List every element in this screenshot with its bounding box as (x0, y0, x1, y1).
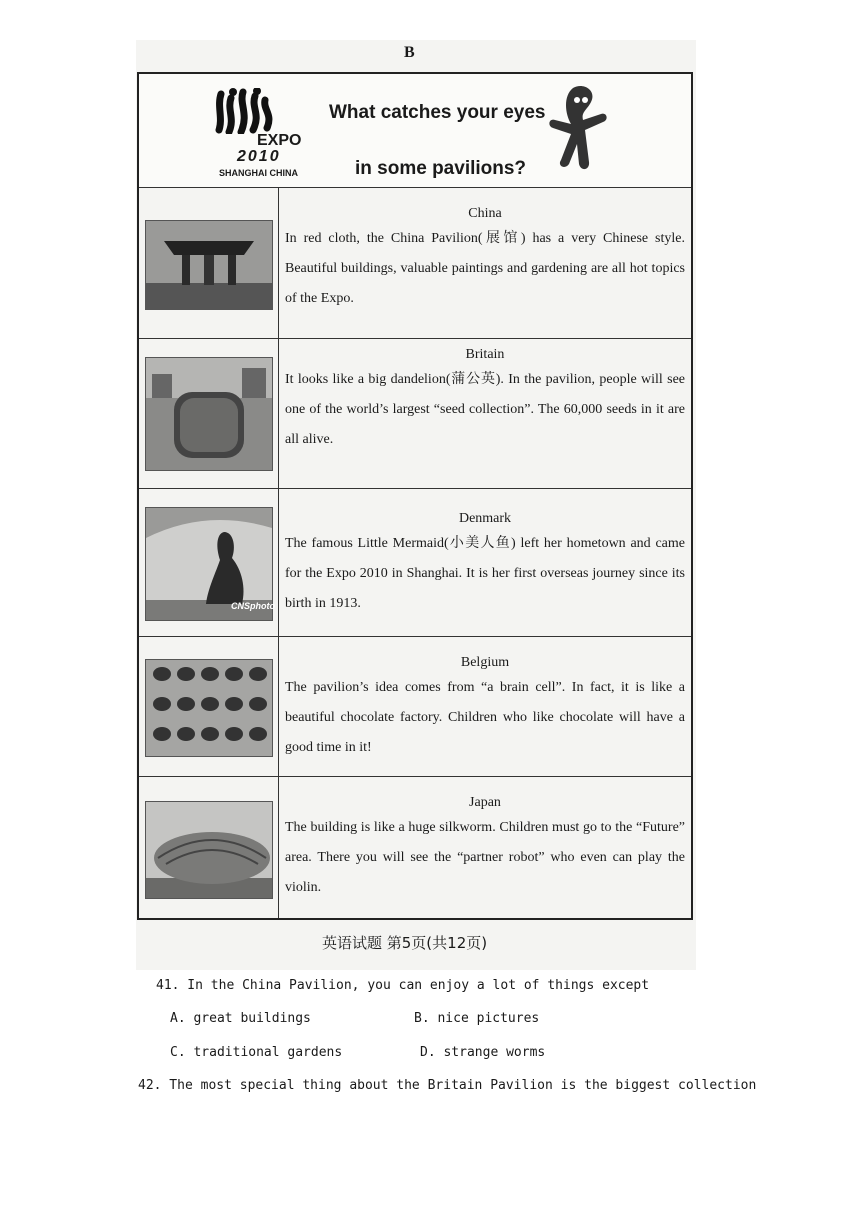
pavilion-description: The pavilion’s idea comes from “a brain cell”. In fact, it is like a beautiful chocolate factory. Children who like chocolate will have a good time in it! (285, 680, 685, 755)
belgium-text-cell (279, 637, 693, 777)
pavilion-row-denmark (138, 489, 692, 637)
china-text-cell (279, 188, 693, 339)
pavilion-row-japan (138, 777, 692, 919)
pavilion-description: The building is like a huge silkworm. Children must go to the “Future” area. There you will see the “partner robot” who even can play the violin. (285, 820, 685, 895)
britain-pavilion-photo (145, 357, 273, 471)
japan-text-cell (279, 777, 693, 919)
country-name: Japan (469, 795, 501, 810)
china-pavilion-photo (145, 220, 273, 310)
japan-silkworm-photo (145, 801, 273, 899)
britain-text-cell (279, 339, 693, 489)
page-footer: 英语试题 第5页(共12页) (322, 934, 488, 952)
logo-city-text: SHANGHAI CHINA (219, 168, 299, 178)
china-photo-cell (138, 188, 279, 339)
question-42-stem: 42. The most special thing about the Britain Pavilion is the biggest collection (138, 1078, 757, 1093)
japan-photo-cell (138, 777, 279, 919)
section-letter: B (404, 44, 415, 61)
pavilion-description: It looks like a big dandelion(蒲公英). In the pavilion, people will see one of the world’s largest “seed collection”. The 60,000 seeds in it are all alive. (285, 372, 685, 447)
question-41-option-b: B. nice pictures (414, 1011, 540, 1026)
pavilion-description: In red cloth, the China Pavilion(展馆) has a very Chinese style. Beautiful buildings, valuable paintings and gardening are all hot topics of the Expo. (285, 231, 685, 306)
britain-photo-cell (138, 339, 279, 489)
question-41-option-a: A. great buildings (170, 1011, 311, 1026)
pavilion-row-britain (138, 339, 692, 489)
logo-expo-text: EXPO (257, 132, 302, 149)
haibao-mascot-icon (543, 84, 613, 174)
pavilion-row-belgium (138, 637, 692, 777)
country-name: Britain (465, 347, 505, 362)
pavilion-row-china (138, 188, 692, 339)
expo-logo (213, 88, 333, 178)
question-41-stem: 41. In the China Pavilion, you can enjoy a lot of things except (156, 978, 650, 993)
photo-credit: CNSphoto (231, 601, 275, 611)
belgium-chocolate-photo (145, 659, 273, 757)
header-title-line1: What catches your eyes (329, 102, 546, 123)
country-name: China (468, 206, 502, 221)
question-41-option-d: D. strange worms (420, 1045, 546, 1060)
pavilion-description: The famous Little Mermaid(小美人鱼) left her hometown and came for the Expo 2010 in Shanghai. It is her first overseas journey since its birth in 1913. (285, 536, 685, 611)
denmark-photo-cell (138, 489, 279, 637)
logo-year-text: 2010 (237, 148, 281, 165)
country-name: Denmark (458, 511, 512, 526)
denmark-text-cell (279, 489, 693, 637)
country-name: Belgium (460, 655, 510, 670)
belgium-photo-cell (138, 637, 279, 777)
header-title-line2: in some pavilions? (355, 158, 527, 179)
pavilion-table (137, 72, 693, 920)
table-header (138, 73, 692, 188)
question-41-option-c: C. traditional gardens (170, 1045, 343, 1060)
